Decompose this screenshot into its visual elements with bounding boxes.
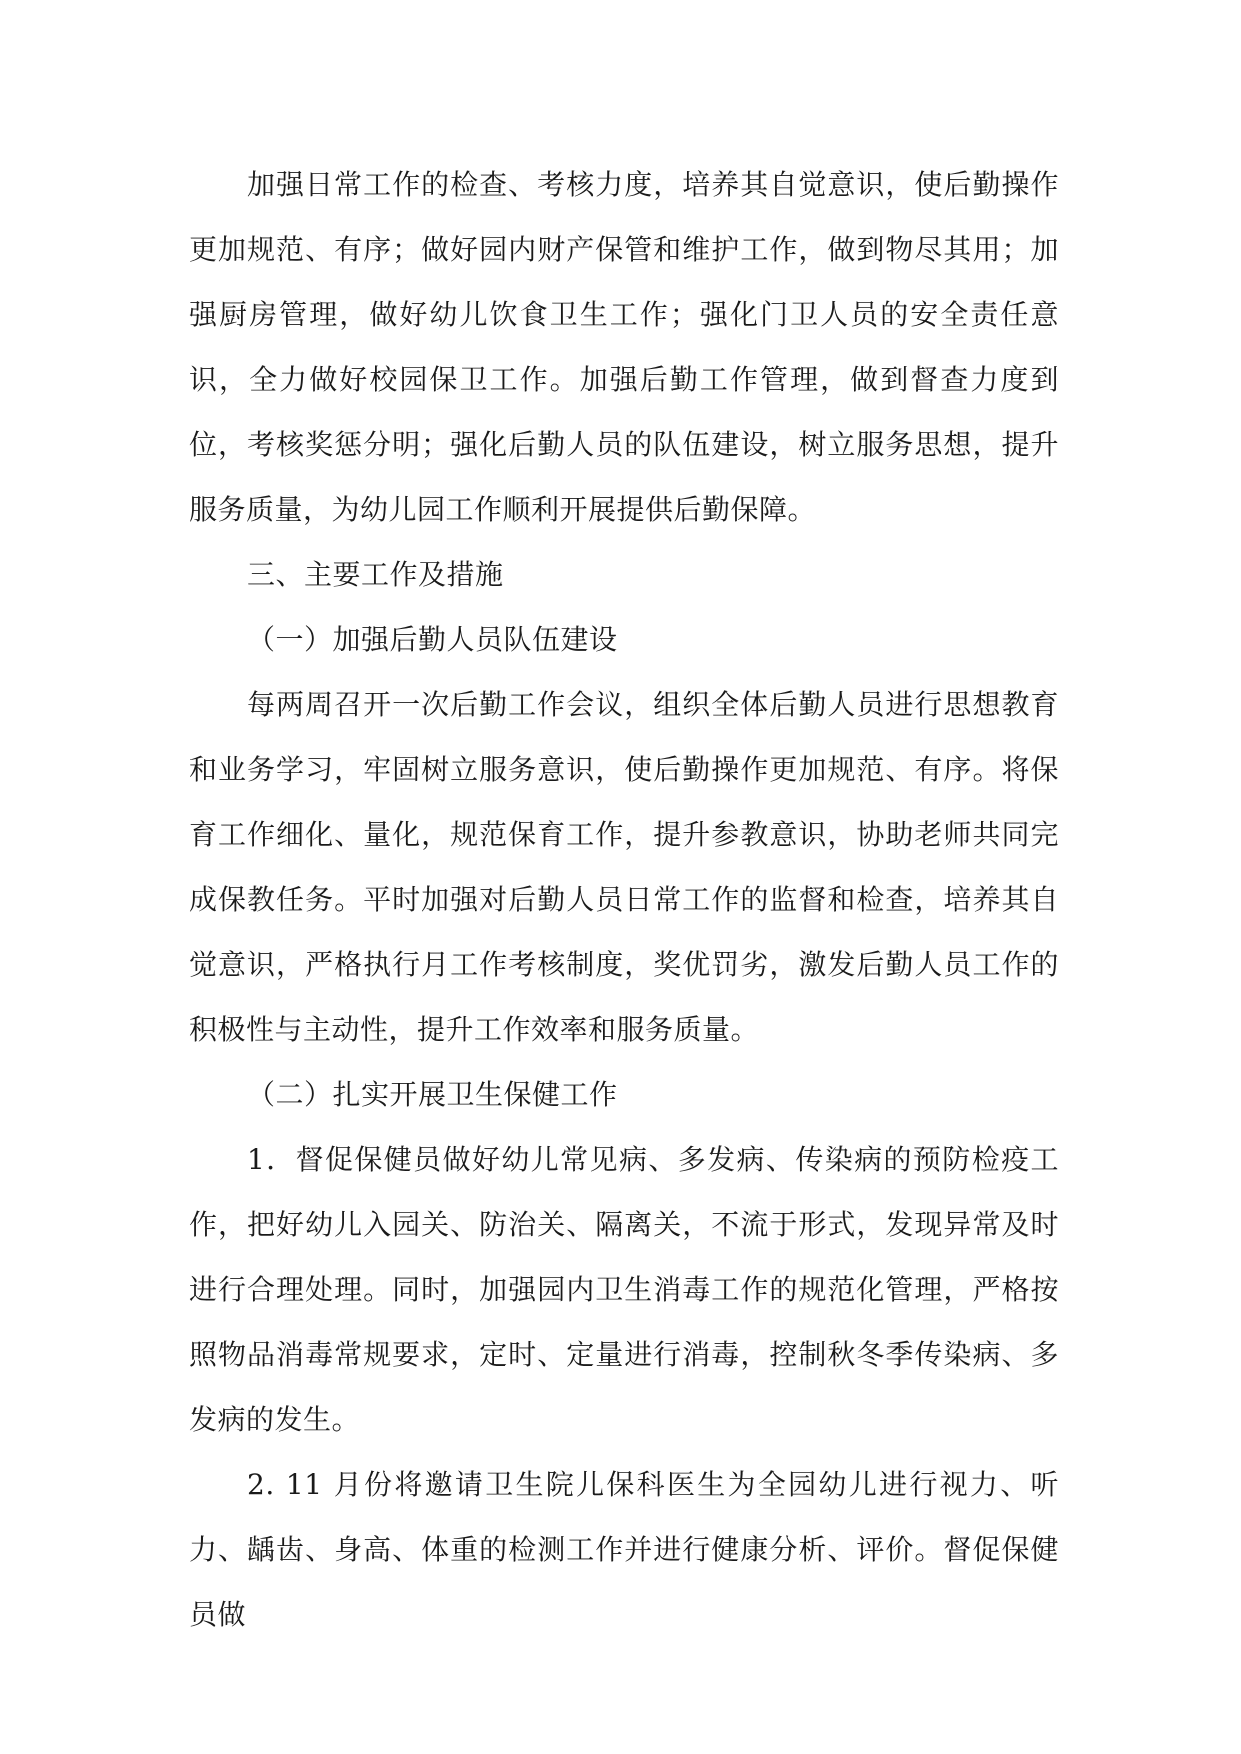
section-heading-main-work: 三、主要工作及措施 <box>247 558 504 591</box>
paragraph-logistics-goals: 加强日常工作的检查、考核力度，培养其自觉意识，使后勤操作更加规范、有序；做好园内财产保管和维护工作，做到物尽其用；加强厨房管理，做好幼儿饮食卫生工作；强化门卫人员的安全责任意识，全力做好校园保卫工作。加强后勤工作管理，做到督查力度到位，考核奖惩分明；强化后勤人员的队伍建设，树立服务思想，提升服务质量，为幼儿园工作顺利开展提供后勤保障。 <box>189 168 1059 526</box>
subheading-health-care: （二）扎实开展卫生保健工作 <box>247 1078 618 1111</box>
paragraph-item-1: 1．督促保健员做好幼儿常见病、多发病、传染病的预防检疫工作，把好幼儿入园关、防治关、隔离关，不流于形式，发现异常及时进行合理处理。同时，加强园内卫生消毒工作的规范化管理，严格按照物品消毒常规要求，定时、定量进行消毒，控制秋冬季传染病、多发病的发生。 <box>189 1143 1059 1436</box>
paragraph-item-2: 2. 11 月份将邀请卫生院儿保科医生为全园幼儿进行视力、听力、龋齿、身高、体重的检测工作并进行健康分析、评价。督促保健员做 <box>189 1468 1059 1631</box>
subheading-team-building: （一）加强后勤人员队伍建设 <box>247 623 618 656</box>
paragraph-team-building: 每两周召开一次后勤工作会议，组织全体后勤人员进行思想教育和业务学习，牢固树立服务意识，使后勤操作更加规范、有序。将保育工作细化、量化，规范保育工作，提升参教意识，协助老师共同完成保教任务。平时加强对后勤人员日常工作的监督和检查，培养其自觉意识，严格执行月工作考核制度，奖优罚劣，激发后勤人员工作的积极性与主动性，提升工作效率和服务质量。 <box>189 688 1059 1046</box>
document-body <box>189 152 1059 1647</box>
